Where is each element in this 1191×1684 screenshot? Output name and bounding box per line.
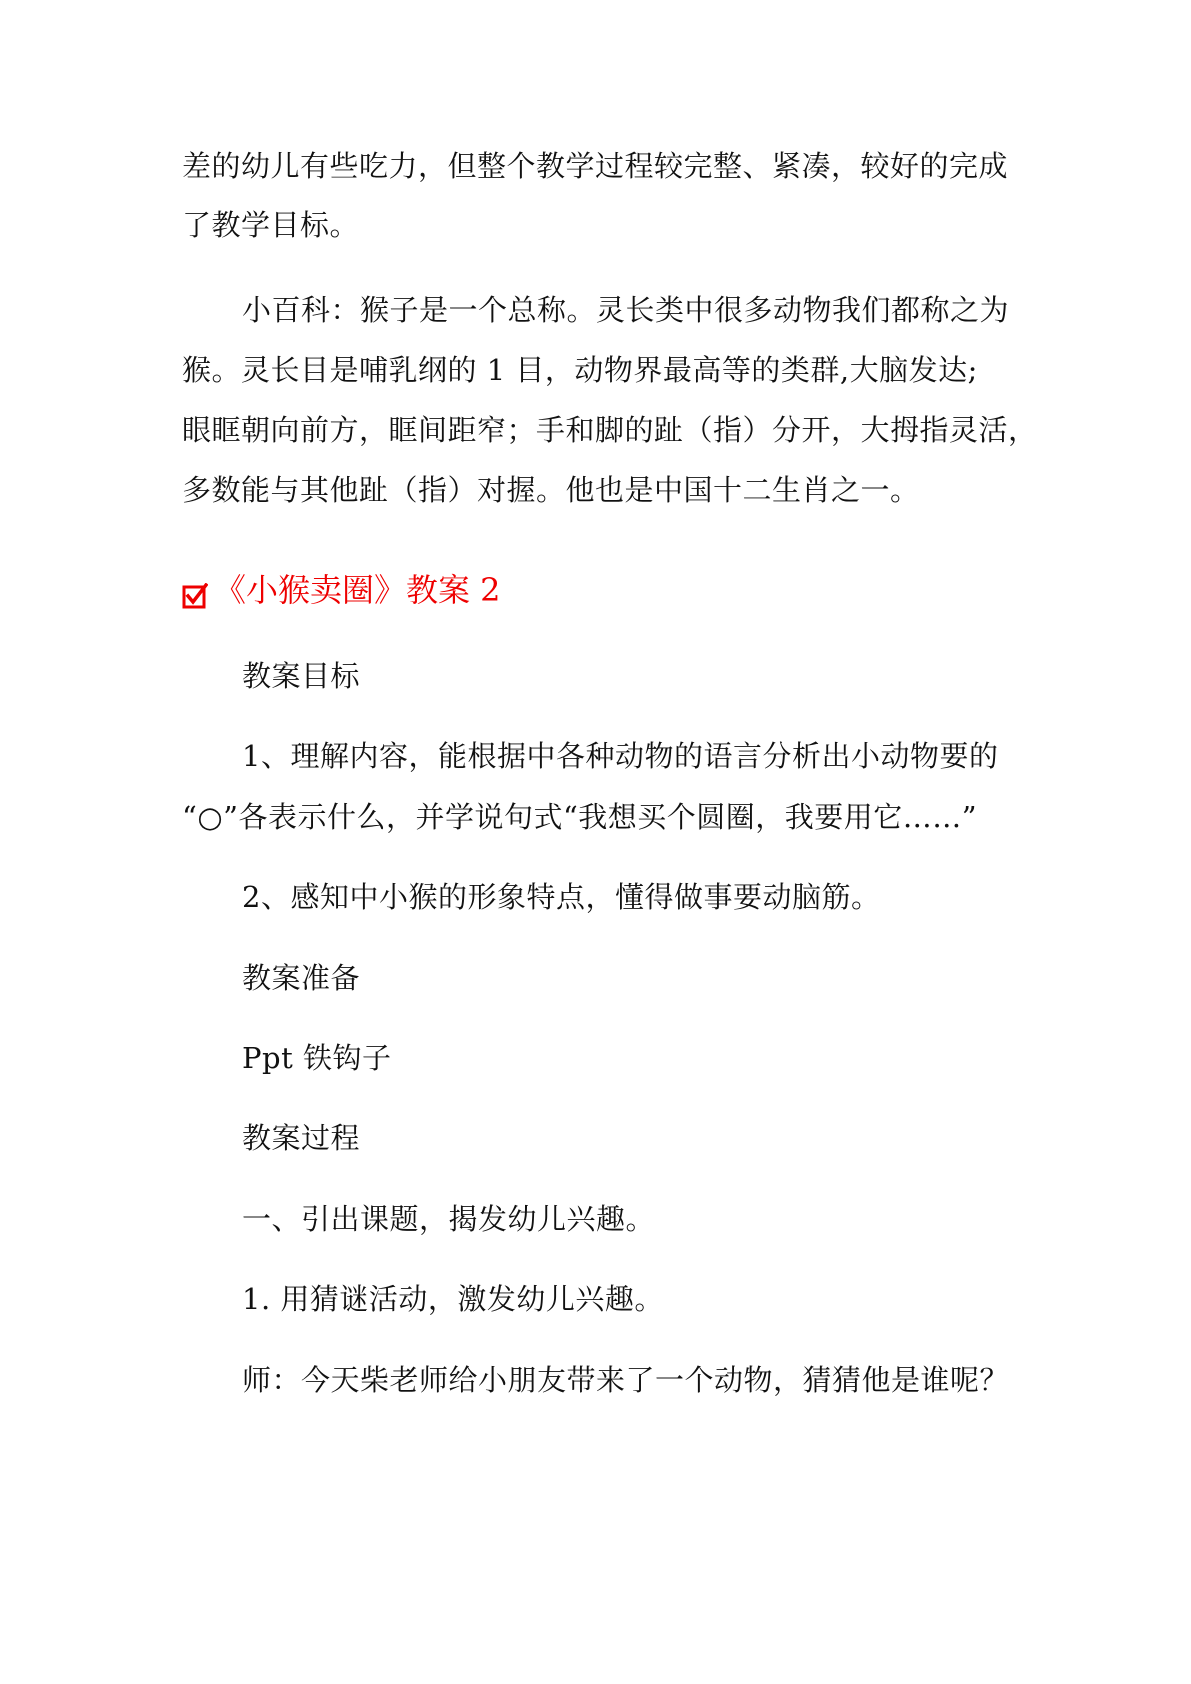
section-heading bbox=[182, 566, 501, 614]
paragraph-line: 了教学目标。 bbox=[182, 208, 360, 242]
preparation-items: Ppt 铁钩子 bbox=[242, 1041, 392, 1075]
process-title: 教案过程 bbox=[242, 1121, 361, 1155]
teacher-dialogue: 师：今天柴老师给小朋友带来了一个动物，猜猜他是谁呢？ bbox=[242, 1363, 1010, 1397]
goal-item-1-line: “○”各表示什么，并学说句式“我想买个圆圈，我要用它……” bbox=[182, 800, 978, 834]
paragraph-line: 差的幼儿有些吃力，但整个教学过程较完整、紧凑，较好的完成 bbox=[182, 149, 1009, 183]
goal-item-2: 2、感知中小猴的形象特点，懂得做事要动脑筋。 bbox=[242, 880, 881, 914]
encyclopedia-paragraph-line: 多数能与其他趾（指）对握。他也是中国十二生肖之一。 bbox=[182, 473, 920, 507]
lesson-plan-title: 《小猴卖圈》教案 2 bbox=[214, 571, 501, 609]
preparation-title: 教案准备 bbox=[242, 961, 361, 995]
encyclopedia-paragraph-line: 猴。灵长目是哺乳纲的 1 目，动物界最高等的类群,大脑发达; bbox=[182, 353, 978, 387]
encyclopedia-paragraph-line: 小百科：猴子是一个总称。灵长类中很多动物我们都称之为 bbox=[242, 293, 1010, 327]
process-step-1-1: 1. 用猜谜活动，激发幼儿兴趣。 bbox=[242, 1282, 664, 1316]
encyclopedia-paragraph-line: 眼眶朝向前方，眶间距窄；手和脚的趾（指）分开，大拇指灵活， bbox=[182, 413, 1038, 447]
process-step-1: 一、引出课题，揭发幼儿兴趣。 bbox=[242, 1202, 656, 1236]
checkbox-checked-icon bbox=[182, 583, 208, 609]
goal-title: 教案目标 bbox=[242, 659, 361, 693]
goal-item-1-line: 1、理解内容，能根据中各种动物的语言分析出小动物要的 bbox=[242, 739, 999, 773]
